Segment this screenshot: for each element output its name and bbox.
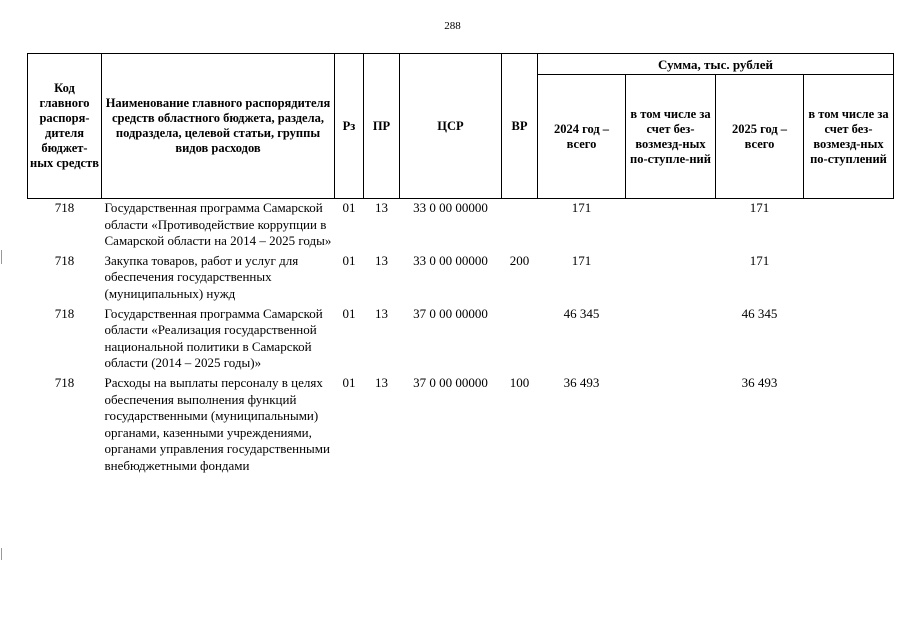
- header-pr: ПР: [364, 54, 400, 199]
- row-csr: 33 0 00 00000: [413, 252, 488, 268]
- scan-edge-mark: [1, 250, 2, 264]
- row-code: 718: [54, 305, 75, 321]
- row-2025-free: [804, 199, 894, 252]
- header-2024-total: 2024 год – всего: [538, 75, 626, 199]
- header-rz: Рз: [335, 54, 364, 199]
- header-name: Наименование главного распорядителя средств областного бюджета, раздела, подраздела, целевой статьи, группы видов расходов: [102, 54, 335, 199]
- row-rz: 01: [342, 374, 356, 390]
- header-2024-free: в том числе за счет без-возмезд-ных по-ступле-ний: [626, 75, 716, 199]
- header-vr: ВР: [502, 54, 538, 199]
- row-2025-total: 171: [749, 252, 770, 268]
- row-2024-total: 46 345: [563, 305, 600, 321]
- row-rz: 01: [342, 252, 356, 268]
- table-row: [28, 199, 894, 252]
- row-2024-total: 171: [571, 200, 592, 215]
- table-row: [28, 252, 894, 305]
- row-2025-free: [804, 305, 894, 374]
- row-2024-free: [626, 305, 716, 374]
- row-vr: 100: [509, 374, 530, 390]
- row-rz: 01: [342, 305, 356, 321]
- row-2024-free: [626, 374, 716, 477]
- row-csr: 37 0 00 00000: [413, 374, 488, 390]
- scan-edge-mark: [1, 548, 2, 560]
- table-row: [28, 374, 894, 477]
- row-vr: 200: [509, 252, 530, 268]
- row-rz: 01: [342, 200, 356, 215]
- row-name: Государственная программа Самарской области «Противодействие коррупции в Самарской области на 2014 – 2025 годы»: [104, 200, 332, 249]
- row-2025-free: [804, 252, 894, 305]
- header-2025-free: в том числе за счет без-возмезд-ных по-ступлений: [804, 75, 894, 199]
- header-code: Код главного распоря-дителя бюджет-ных средств: [28, 54, 102, 199]
- row-name: Расходы на выплаты персоналу в целях обеспечения выполнения функций государственными (муниципальными) органами, казенными учреждениями, органами управления государственными внебюджетными фондами: [104, 374, 330, 473]
- table-body: [28, 199, 894, 477]
- row-pr: 13: [375, 200, 388, 215]
- row-2024-total: 36 493: [563, 374, 600, 390]
- row-csr: 37 0 00 00000: [413, 305, 488, 321]
- header-sum-group: Сумма, тыс. рублей: [538, 54, 894, 75]
- row-name: Закупка товаров, работ и услуг для обеспечения государственных (муниципальных) нужд: [104, 252, 299, 301]
- row-pr: 13: [375, 374, 388, 390]
- table-row: [28, 305, 894, 374]
- page-number: 288: [444, 20, 461, 32]
- header-csr: ЦСР: [400, 54, 502, 199]
- row-pr: 13: [375, 305, 388, 321]
- row-2025-total: 171: [749, 200, 770, 215]
- row-vr: [502, 199, 538, 252]
- row-2024-free: [626, 199, 716, 252]
- row-code: 718: [54, 200, 75, 215]
- header-row-top: [28, 54, 894, 75]
- row-vr: [502, 305, 538, 374]
- row-2024-free: [626, 252, 716, 305]
- row-code: 718: [54, 252, 75, 268]
- header-2025-total: 2025 год – всего: [716, 75, 804, 199]
- row-2024-total: 171: [571, 252, 592, 268]
- row-pr: 13: [375, 252, 388, 268]
- row-2025-total: 46 345: [741, 305, 778, 321]
- row-name: Государственная программа Самарской области «Реализация государственной национальной политики в Самарской области (2014 – 2025 годы)»: [104, 305, 323, 371]
- row-code: 718: [54, 374, 75, 390]
- row-2025-total: 36 493: [741, 374, 778, 390]
- row-csr: 33 0 00 00000: [413, 200, 488, 215]
- row-2025-free: [804, 374, 894, 477]
- budget-table: [27, 53, 894, 477]
